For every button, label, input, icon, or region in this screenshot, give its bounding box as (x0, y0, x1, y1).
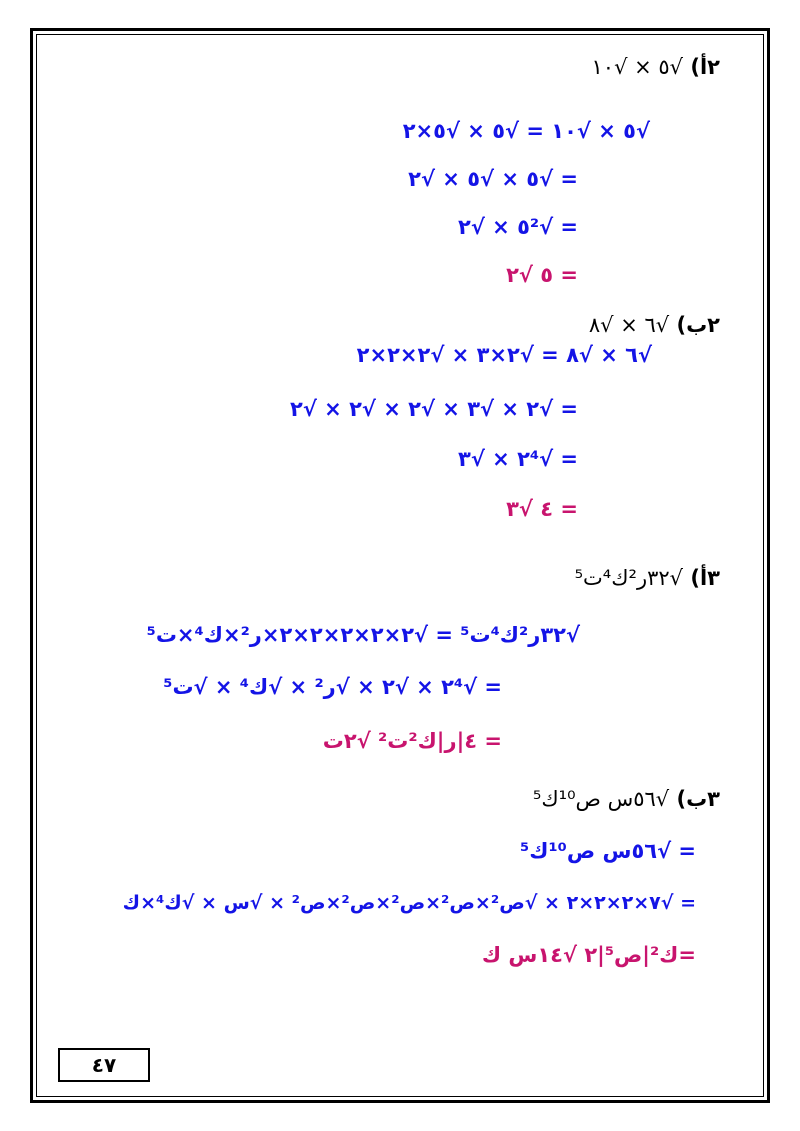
problem-3a-step-2: = √٢⁴ × √٢ × √ر² × √ك⁴ × √ت⁵ (163, 675, 502, 699)
problem-label: ٣ب) (676, 787, 720, 811)
problem-2a-step-1: √٥ × √١٠ = √٥ × √٥×٢ (402, 119, 650, 143)
problem-label: ٢أ) (690, 55, 720, 79)
problem-3b-step-2: = √٧×٢×٢×٢ × √ص²×ص²×ص²×ص²×ص² × √س × √ك⁴×ك (122, 892, 696, 914)
problem-2b-step-1: √٦ × √٨ = √٢×٣ × √٢×٢×٢ (356, 343, 652, 367)
problem-3a-answer: = ٤|ر|ك²ت² √٢ت (322, 729, 502, 753)
problem-3b-question (533, 784, 720, 814)
problem-3b-step-1: = √٥٦س ص¹⁰ك⁵ (520, 839, 696, 863)
problem-2a-step-3: = √٥² × √٢ (458, 215, 578, 239)
problem-2b-step-2: = √٢ × √٣ × √٢ × √٢ × √٢ (290, 397, 578, 421)
problem-2a-answer: = ٥ √٢ (506, 263, 578, 287)
page-number: ٤٧ (58, 1048, 150, 1082)
question-text: √٥٦س ص¹⁰ك⁵ (532, 787, 670, 811)
problem-label: ٣أ) (690, 566, 720, 590)
problem-2b-question (589, 310, 720, 340)
problem-2b-step-3: = √٢⁴ × √٣ (458, 447, 578, 471)
question-text: √٥ × √١٠ (591, 55, 684, 79)
problem-3a-step-1: √٣٢ر²ك⁴ت⁵ = √٢×٢×٢×٢×٢×ر²×ك⁴×ت⁵ (146, 623, 580, 647)
problem-2a-step-2: = √٥ × √٥ × √٢ (408, 167, 578, 191)
problem-2a-question (592, 52, 721, 82)
problem-2b-answer: = ٤ √٣ (506, 497, 578, 521)
problem-3a-question (575, 563, 720, 593)
question-text: √٦ × √٨ (588, 313, 670, 337)
question-text: √٣٢ر²ك⁴ت⁵ (574, 566, 684, 590)
problem-3b-answer: =ك²|ص⁵|٢ √١٤س ك (481, 943, 696, 967)
problem-label: ٢ب) (676, 313, 720, 337)
